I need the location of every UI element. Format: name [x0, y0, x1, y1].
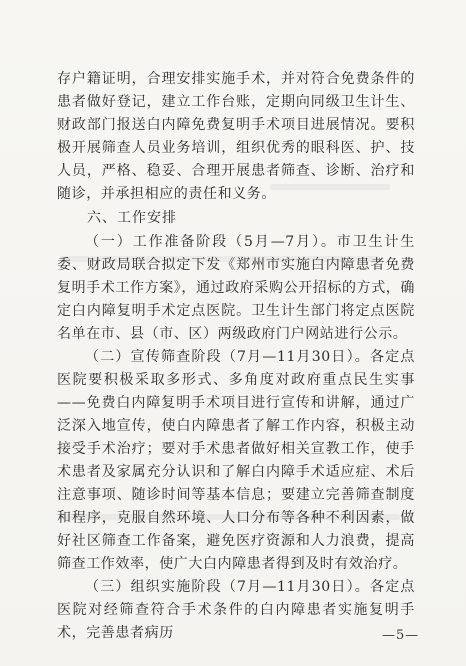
- document-body: [57, 68, 415, 645]
- section-heading: 六、工作安排: [87, 210, 177, 226]
- page-number: —5—: [382, 628, 420, 643]
- paragraph-stage-2: （二）宣传筛查阶段（7月—11月30日）。各定点医院要积极采取多形式、多角度对政府重点民生实事——免费白内障复明手术项目进行宣传和讲解，通过广泛深入地宣传，使白内障患者了解工作内容，积极主动接受手术治疗；要对手术患者做好相关宣教工作，使手术患者及家属充分认识和了解白内障手术适应症、术后注意事项、随诊时间等基本信息；要建立完善筛查制度和程序，克服自然环境、人口分布等各种不利因素，做好社区筛查工作备案，避免医疗资源和人力浪费，提高筛查工作效率，使广大白内障患者得到及时有效治疗。: [57, 349, 415, 572]
- paragraph-stage-3: （三）组织实施阶段（7月—11月30日）。各定点医院对经筛查符合手术条件的白内障患者实施复明手术，完善患者病历: [57, 579, 415, 641]
- paragraph-continuation: 存户籍证明，合理安排实施手术，并对符合免费条件的患者做好登记，建立工作台账，定期向同级卫生计生、财政部门报送白内障免费复明手术项目进展情况。要积极开展筛查人员业务培训，组织优秀的眼科医、护、技人员，严格、稳妥、合理开展患者筛查、诊断、治疗和随诊，并承担相应的责任和义务。: [57, 71, 415, 202]
- paragraph-stage-1: （一）工作准备阶段（5月—7月）。市卫生计生委、财政局联合拟定下发《郑州市实施白内障患者免费复明手术工作方案》，通过政府采购公开招标的方式，确定白内障复明手术定点医院。卫生计生部门将定点医院名单在市、县（市、区）两级政府门户网站进行公示。: [57, 234, 415, 342]
